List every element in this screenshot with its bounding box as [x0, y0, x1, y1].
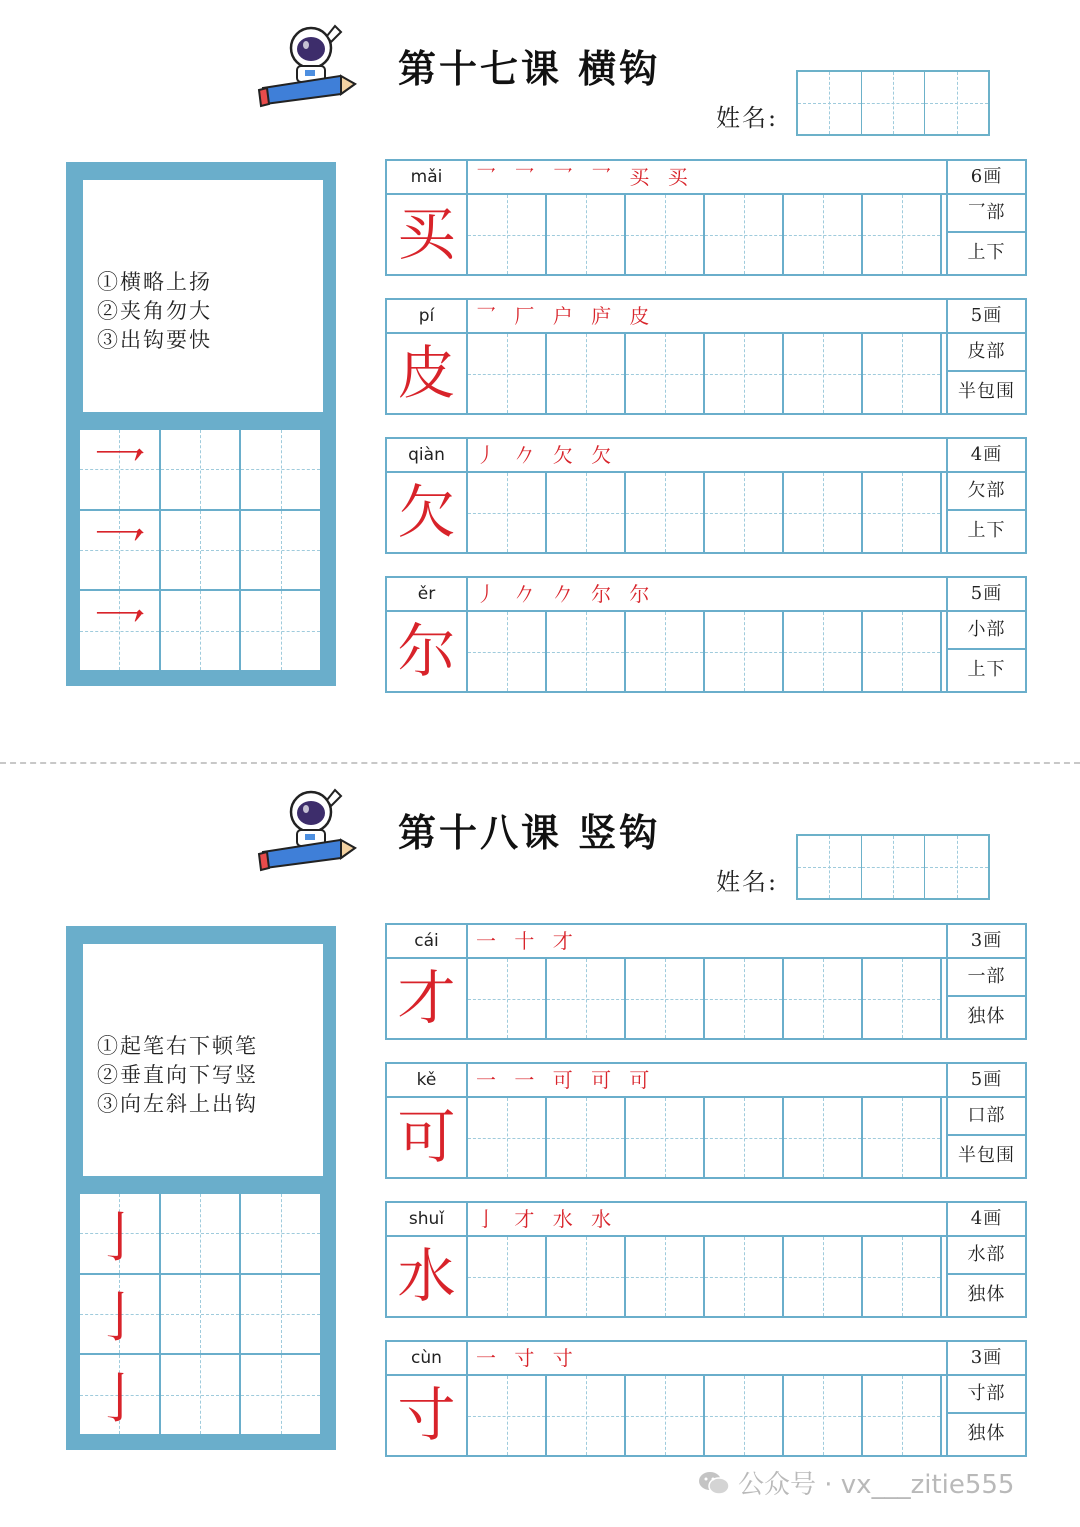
- practice-cell[interactable]: [705, 1098, 784, 1177]
- name-field[interactable]: [796, 70, 990, 136]
- practice-cell[interactable]: [705, 1376, 784, 1455]
- practice-row[interactable]: [468, 195, 944, 274]
- watermark: [698, 1464, 1014, 1501]
- practice-row[interactable]: [468, 473, 944, 552]
- pinyin: qiàn: [387, 439, 468, 473]
- watermark-text: 公众号 · vx___zitie555: [738, 1470, 1015, 1500]
- practice-cell[interactable]: [784, 959, 863, 1038]
- structure: 半包围: [958, 381, 1015, 402]
- tip-item: ①横略上扬: [97, 270, 212, 294]
- radical: 欠部: [948, 473, 1025, 511]
- practice-cell[interactable]: [784, 1098, 863, 1177]
- practice-cell[interactable]: [161, 1275, 240, 1354]
- practice-cell[interactable]: [161, 591, 240, 670]
- model-character: 买: [387, 195, 468, 274]
- radical: 乛部: [948, 195, 1025, 233]
- practice-cell[interactable]: [547, 473, 626, 552]
- pinyin: ěr: [387, 578, 468, 612]
- stroke-order: 一 一 可 可 可: [468, 1064, 950, 1098]
- practice-cell[interactable]: [705, 612, 784, 691]
- name-box[interactable]: [925, 72, 988, 134]
- char-card: [385, 923, 1027, 1040]
- radical: 皮部: [948, 334, 1025, 372]
- pinyin: kě: [387, 1064, 468, 1098]
- stroke-practice-grid: [80, 430, 320, 670]
- name-box[interactable]: [862, 836, 926, 898]
- stroke-count: 3画: [948, 925, 1025, 959]
- tips-list: [97, 1032, 258, 1119]
- practice-cell[interactable]: [468, 612, 547, 691]
- pinyin: cùn: [387, 1342, 468, 1376]
- stroke-tips-panel: [66, 162, 336, 686]
- name-field[interactable]: [796, 834, 990, 900]
- practice-cell[interactable]: [161, 430, 240, 509]
- practice-cell[interactable]: [547, 334, 626, 413]
- practice-cell[interactable]: [705, 195, 784, 274]
- name-box[interactable]: [798, 72, 862, 134]
- radical: 寸部: [948, 1376, 1025, 1414]
- practice-cell[interactable]: [863, 1237, 942, 1316]
- stroke-order: 一 寸 寸: [468, 1342, 950, 1376]
- practice-cell[interactable]: [863, 195, 942, 274]
- practice-cell[interactable]: [80, 511, 159, 590]
- practice-cell[interactable]: [468, 959, 547, 1038]
- practice-cell[interactable]: [241, 1194, 320, 1273]
- radical: 小部: [948, 612, 1025, 650]
- practice-cell[interactable]: [547, 1237, 626, 1316]
- model-character: 尔: [387, 612, 468, 691]
- radical: 水部: [948, 1237, 1025, 1275]
- stroke-order: 丿 𠂊 欠 欠: [468, 439, 950, 473]
- structure: 上下: [967, 659, 1006, 680]
- char-info: [946, 161, 1025, 274]
- practice-cell[interactable]: [547, 1098, 626, 1177]
- practice-cell[interactable]: [547, 1376, 626, 1455]
- lesson-title: 第十七课 横钩: [398, 46, 661, 91]
- model-character: 才: [387, 959, 468, 1038]
- practice-cell[interactable]: [705, 334, 784, 413]
- stroke-count: 6画: [948, 161, 1025, 195]
- radical: 一部: [948, 959, 1025, 997]
- practice-cell[interactable]: [784, 334, 863, 413]
- char-info: [946, 578, 1025, 691]
- stroke-count: 4画: [948, 1203, 1025, 1237]
- practice-cell[interactable]: [705, 1237, 784, 1316]
- stroke-count: 5画: [948, 578, 1025, 612]
- tips-box: [83, 944, 323, 1176]
- stroke-count: 5画: [948, 300, 1025, 334]
- practice-cell[interactable]: [863, 473, 942, 552]
- tip-item: ③向左斜上出钩: [97, 1092, 258, 1116]
- practice-cell[interactable]: [547, 612, 626, 691]
- model-character: 欠: [387, 473, 468, 552]
- stroke-sample: 乛: [92, 441, 147, 505]
- practice-cell[interactable]: [863, 334, 942, 413]
- char-info: [946, 925, 1025, 1038]
- practice-cell[interactable]: [80, 1194, 159, 1273]
- practice-cell[interactable]: [161, 1194, 240, 1273]
- stroke-order: 亅 才 水 水: [468, 1203, 950, 1237]
- model-character: 寸: [387, 1376, 468, 1455]
- practice-cell[interactable]: [784, 1376, 863, 1455]
- tips-list: [97, 268, 212, 355]
- practice-cell[interactable]: [784, 612, 863, 691]
- practice-cell[interactable]: [863, 959, 942, 1038]
- practice-cell[interactable]: [468, 195, 547, 274]
- stroke-count: 4画: [948, 439, 1025, 473]
- structure: 独体: [967, 1006, 1006, 1027]
- practice-row[interactable]: [468, 1098, 944, 1177]
- practice-cell[interactable]: [626, 473, 705, 552]
- stroke-order: 丿 𠂊 𠂊 尔 尔: [468, 578, 950, 612]
- stroke-order: 乛 乛 乛 乛 买 买: [468, 161, 950, 195]
- name-box[interactable]: [862, 72, 926, 134]
- char-info: [946, 300, 1025, 413]
- char-card: [385, 576, 1027, 693]
- practice-cell[interactable]: [784, 1237, 863, 1316]
- practice-cell[interactable]: [80, 1275, 159, 1354]
- stroke-sample: 亅: [92, 1367, 147, 1431]
- practice-cell[interactable]: [626, 195, 705, 274]
- practice-cell[interactable]: [468, 1237, 547, 1316]
- model-character: 水: [387, 1237, 468, 1316]
- tips-box: [83, 180, 323, 412]
- practice-cell[interactable]: [80, 1355, 159, 1434]
- tip-item: ②垂直向下写竖: [97, 1063, 258, 1087]
- stroke-tips-panel: [66, 926, 336, 1450]
- structure: 独体: [967, 1284, 1006, 1305]
- practice-cell[interactable]: [241, 1275, 320, 1354]
- stroke-order: 一 十 才: [468, 925, 950, 959]
- char-info: [946, 1342, 1025, 1455]
- astronaut-pencil-icon: [255, 782, 360, 874]
- model-character: 可: [387, 1098, 468, 1177]
- practice-cell[interactable]: [468, 334, 547, 413]
- practice-cell[interactable]: [80, 591, 159, 670]
- practice-cell[interactable]: [241, 591, 320, 670]
- practice-cell[interactable]: [241, 1355, 320, 1434]
- pinyin: shuǐ: [387, 1203, 468, 1237]
- stroke-count: 5画: [948, 1064, 1025, 1098]
- char-card: [385, 437, 1027, 554]
- practice-cell[interactable]: [626, 1098, 705, 1177]
- practice-row[interactable]: [468, 1237, 944, 1316]
- practice-cell[interactable]: [468, 1098, 547, 1177]
- name-label: 姓名:: [716, 104, 779, 132]
- stroke-order: 乛 厂 户 庐 皮: [468, 300, 950, 334]
- stroke-count: 3画: [948, 1342, 1025, 1376]
- practice-cell[interactable]: [784, 473, 863, 552]
- structure: 独体: [967, 1423, 1006, 1444]
- char-card: [385, 159, 1027, 276]
- practice-cell[interactable]: [241, 511, 320, 590]
- practice-cell[interactable]: [784, 195, 863, 274]
- name-box[interactable]: [798, 836, 862, 898]
- practice-cell[interactable]: [863, 612, 942, 691]
- structure: 上下: [967, 520, 1006, 541]
- practice-cell[interactable]: [80, 430, 159, 509]
- practice-cell[interactable]: [547, 195, 626, 274]
- name-label: 姓名:: [716, 868, 779, 896]
- structure: 上下: [967, 242, 1006, 263]
- practice-cell[interactable]: [547, 959, 626, 1038]
- practice-cell[interactable]: [626, 1376, 705, 1455]
- stroke-practice-grid: [80, 1194, 320, 1434]
- lesson-18: [0, 764, 1080, 1484]
- stroke-sample: 乛: [92, 522, 147, 586]
- char-info: [946, 1064, 1025, 1177]
- practice-cell[interactable]: [705, 473, 784, 552]
- pinyin: pí: [387, 300, 468, 334]
- astronaut-pencil-icon: [255, 18, 360, 110]
- stroke-sample: 亅: [92, 1205, 147, 1269]
- lesson-17: [0, 0, 1080, 720]
- practice-cell[interactable]: [863, 1098, 942, 1177]
- lesson-title: 第十八课 竖钩: [398, 810, 661, 855]
- practice-cell[interactable]: [626, 612, 705, 691]
- practice-cell[interactable]: [161, 511, 240, 590]
- practice-cell[interactable]: [468, 1376, 547, 1455]
- stroke-sample: 乛: [92, 603, 147, 667]
- radical: 口部: [948, 1098, 1025, 1136]
- practice-row[interactable]: [468, 1376, 944, 1455]
- practice-cell[interactable]: [468, 473, 547, 552]
- model-character: 皮: [387, 334, 468, 413]
- pinyin: cái: [387, 925, 468, 959]
- practice-cell[interactable]: [626, 334, 705, 413]
- practice-row[interactable]: [468, 959, 944, 1038]
- pinyin: mǎi: [387, 161, 468, 195]
- structure: 半包围: [958, 1145, 1015, 1166]
- char-card: [385, 1340, 1027, 1457]
- practice-cell[interactable]: [626, 959, 705, 1038]
- tip-item: ②夹角勿大: [97, 299, 212, 323]
- char-card: [385, 1201, 1027, 1318]
- char-info: [946, 1203, 1025, 1316]
- practice-cell[interactable]: [626, 1237, 705, 1316]
- practice-cell[interactable]: [241, 430, 320, 509]
- practice-cell[interactable]: [863, 1376, 942, 1455]
- stroke-sample: 亅: [92, 1286, 147, 1350]
- char-info: [946, 439, 1025, 552]
- wechat-icon: [698, 1470, 730, 1496]
- char-card: [385, 298, 1027, 415]
- char-card: [385, 1062, 1027, 1179]
- practice-row[interactable]: [468, 612, 944, 691]
- practice-row[interactable]: [468, 334, 944, 413]
- name-box[interactable]: [925, 836, 988, 898]
- tip-item: ③出钩要快: [97, 328, 212, 352]
- practice-cell[interactable]: [705, 959, 784, 1038]
- practice-cell[interactable]: [161, 1355, 240, 1434]
- tip-item: ①起笔右下顿笔: [97, 1034, 258, 1058]
